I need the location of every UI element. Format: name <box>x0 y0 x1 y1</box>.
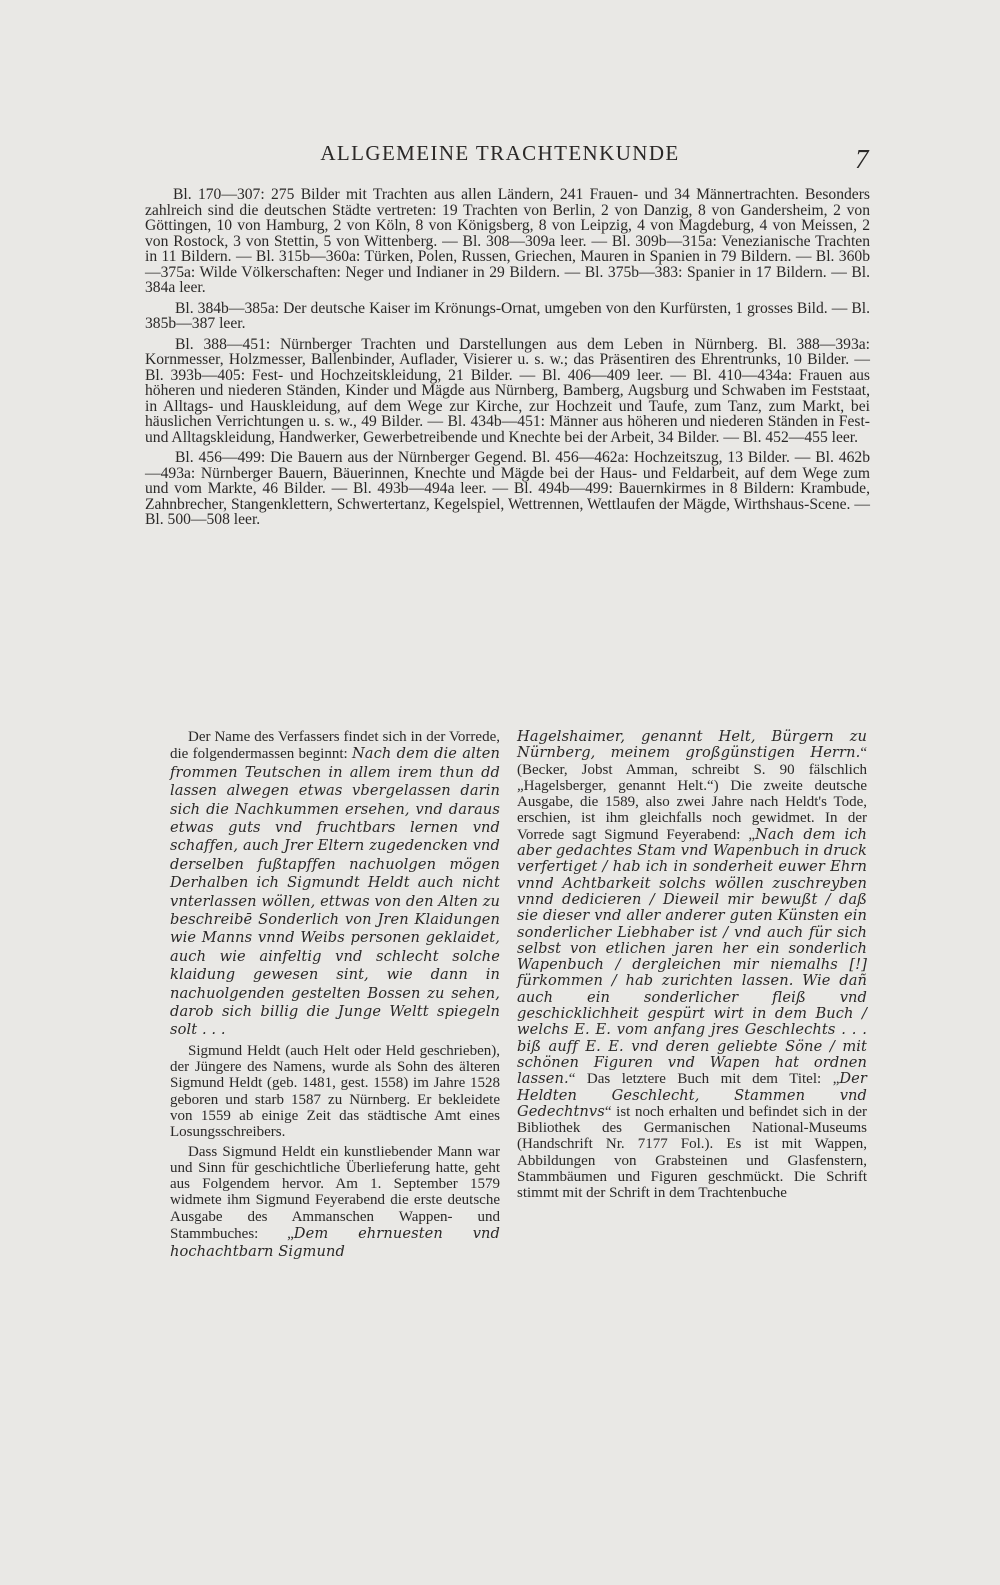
manuscript-note: “ ist noch erhalten und befindet sich in der Bibliothek des Germanischen National-Museums (Handschrift Nr. 7177 Fol.). Es ist mit Wappen, Abbildungen von Grabsteinen und Glasfenstern, Stammbäumen und Figuren geschmückt. Die Schrift stimmt mit der Schrift in dem Trachtenbuche <box>517 1103 867 1202</box>
paragraph-dedication <box>170 1144 500 1262</box>
vorrede-quote: Nach dem ich aber gedachtes Stam vnd Wapenbuch in druck verfertiget / hab ich in sonderheit euwer Ehrn vnnd Achtbarkeit solchs wöllen zuschreyben vnnd dedicieren / Dieweil mir bewußt / daß sie dieser vnd aller anderer guten Künsten ein sonderlicher Liebhaber ist / vnd auch für sich selbst von etlichen jaren her ein sonderlich Wapenbuch / dergleichen mir niemalhs [!] fürkommen / hab zurichten lassen. Wie dañ auch ein sonderlicher fleiß vnd geschicklichheit gespürt wirt in dem Buch / welchs E. E. vom anfang jres Geschlechts . . . biß auff E. E. vnd deren geliebte Söne / mit schönen Figuren vnd Wapen hat ordnen lassen. <box>517 825 867 1088</box>
catalogue-section <box>145 187 870 533</box>
dedication-quote: Dem ehrnuesten vnd hochachtbarn Sigmund <box>170 1225 500 1261</box>
paragraph-bl-456-499: Bl. 456—499: Die Bauern aus der Nürnberger Gegend. Bl. 456—462a: Hochzeitszug, 13 Bilder. — Bl. 462b—493a: Nürnberger Bauern, Bäuerinnen, Knechte und Mägde bei der Haus- und Feldarbeit, auf dem Wege zum und vom Markte, 46 Bilder. — Bl. 493b—494a leer. — Bl. 494b—499: Bauernkirmes in 8 Bildern: Krambude, Zahnbrecher, Stangenklettern, Schwertertanz, Kegelspiel, Wettrennen, Wettlaufen der Mägde, Wirthshaus-Scene. — Bl. 500—508 leer. <box>145 449 870 528</box>
right-column <box>517 729 867 1205</box>
paragraph-preface <box>170 729 500 1040</box>
preface-intro: Der Name des Verfassers findet sich in der Vorrede, die folgendermassen beginnt: <box>170 729 500 763</box>
paragraph-bl-388-451: Bl. 388—451: Nürnberger Trachten und Darstellungen aus dem Leben in Nürnberg. Bl. 388—393a: Kornmesser, Holzmesser, Ballenbinder, Auflader, Visierer u. s. w.; das Präsentiren des Ehrentrunks, 10 Bilder. — Bl. 393b—405: Fest- und Hochzeitskleidung, 21 Bilder. — Bl. 406—409 leer. — Bl. 410—434a: Frauen aus höheren und niederen Ständen, Kinder und Mägde aus Nürnberg, Bamberg, Augsburg und Schwaben im Feststaat, in Alltags- und Hauskleidung, auf dem Wege zur Kirche, zur Hochzeit und Taufe, zum Tanz, zum Markt, bei häuslichen Verrichtungen u. s. w., 49 Bilder. — Bl. 434b—451: Männer aus höheren und niederen Ständen in Fest- und Alltagskleidung, Handwerker, Gewerbetreibende und Knechte bei der Arbeit, 34 Bilder. — Bl. 452—455 leer. <box>145 335 870 446</box>
dedication-quote-end: Hagelshaimer, genannt Helt, Bürgern zu Nürnberg, meinem großgünstigen Herrn. <box>517 728 867 762</box>
running-head: ALLGEMEINE TRACHTENKUNDE <box>320 141 680 165</box>
preface-quote: Nach dem die alten frommen Teutschen in allem irem thun dd lassen alwegen etwas vbergelassen darin sich die Nachkummen ersehen, vnd daraus etwas guts vnd fruchtbars lernen vnd schaffen, auch Jrer Eltern zugedencken vnd derselben fußtapffen nachuolgen mögen Derhalben ich Sigmundt Heldt auch nicht vnterlassen wöllen, ettwas von den Alten zu beschreibē Sonderlich von Jren Klaidungen wie Manns vnnd Weibs personen geklaidet, auch wie ainfeltig vnd schlecht solche klaidung gewesen sint, wie dann in nachuolgenden gestelten Bossen zu sehen, darob sich billig die Junge Weltt spiegeln solt . . . <box>170 745 500 1039</box>
paragraph-heldt-bio: Sigmund Heldt (auch Helt oder Held geschrieben), der Jüngere des Namens, wurde als Sohn des älteren Sigmund Heldt (geb. 1481, gest. 1558) im Jahre 1528 geboren und starb 1587 zu Nürnberg. Er bekleidete von 1559 ab einige Zeit das städtische Amt eines Losungsschreibers. <box>170 1042 500 1141</box>
title-intro: “ Das letztere Buch mit dem Titel: „ <box>568 1071 840 1088</box>
page-number: 7 <box>855 144 869 174</box>
paragraph-bl-170-307: Bl. 170—307: 275 Bilder mit Trachten aus allen Ländern, 241 Frauen- und 34 Männertrachten. Besonders zahlreich sind die deutschen Städte vertreten: 19 Trachten von Berlin, 2 von Danzig, 8 von Gandersheim, 2 von Göttingen, 10 von Hamburg, 2 von Köln, 8 von Königsberg, 8 von Leipzig, 4 von Magdeburg, 4 von Meissen, 2 von Rostock, 3 von Stettin, 5 von Wittenberg. — Bl. 308—309a leer. — Bl. 309b—315a: Venezianische Trachten in 11 Bildern. — Bl. 315b—360a: Türken, Polen, Russen, Griechen, Mauren in Spanien in 79 Bildern. — Bl. 360b—375a: Wilde Völkerschaften: Neger und Indianer in 29 Bildern. — Bl. 375b—383: Spanier in 17 Bildern. — Bl. 384a leer. <box>145 186 870 296</box>
becker-note: “ (Becker, Jobst Amman, schreibt S. 90 fälschlich „Hagelsberger, genannt Helt.“) Die zweite deutsche Ausgabe, die 1589, also zwei Jahre nach Heldt's Tode, erschien, ist ihm gleichfalls noch gewidmet. In der Vorrede sagt Sigmund Feyerabend: „ <box>517 745 867 843</box>
left-column <box>170 729 500 1265</box>
paragraph-continued <box>517 729 867 1202</box>
book-title-quote: Der Heldten Geschlecht, Stammen vnd Gedechtnvs <box>517 1070 867 1120</box>
paragraph-bl-384-385: Bl. 384b—385a: Der deutsche Kaiser im Krönungs-Ornat, umgeben von den Kurfürsten, 1 grosses Bild. — Bl. 385b—387 leer. <box>145 299 870 332</box>
dedication-intro: Dass Sigmund Heldt ein kunstliebender Mann war und Sinn für geschichtliche Überlieferung hatte, geht aus Folgendem hervor. Am 1. September 1579 widmete ihm Sigmund Feyerabend die erste deutsche Ausgabe des Ammanschen Wappen- und Stammbuches: „ <box>170 1143 500 1243</box>
